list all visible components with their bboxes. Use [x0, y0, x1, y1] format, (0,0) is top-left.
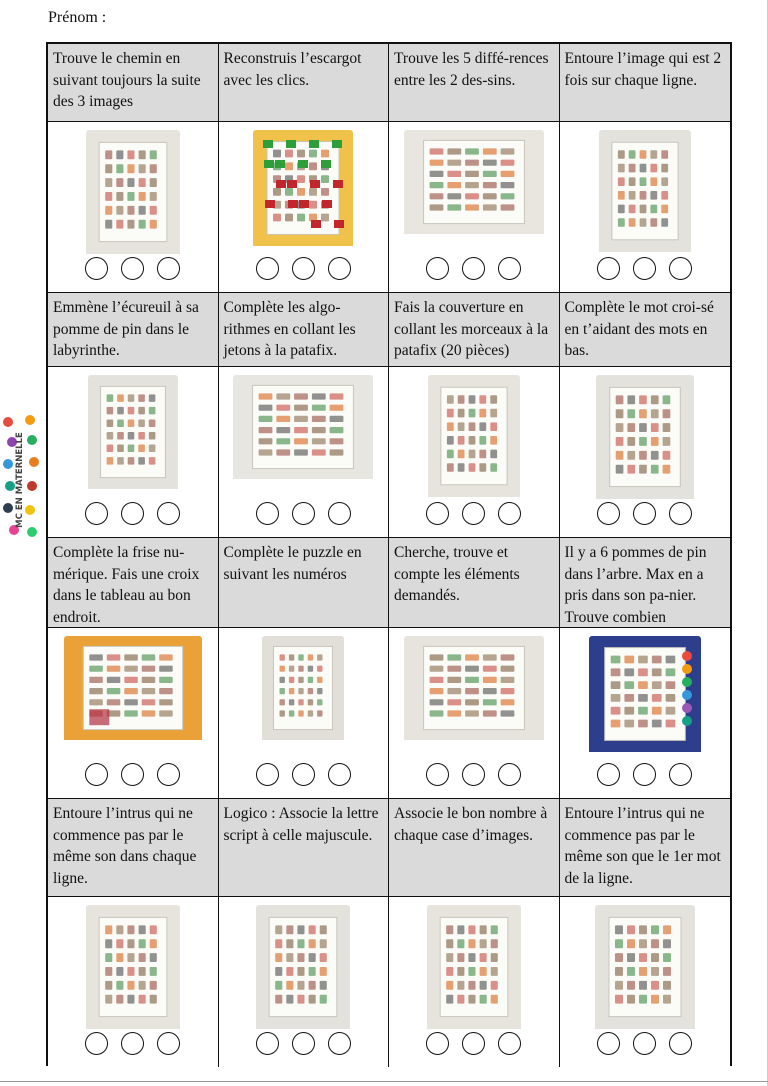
- evaluation-circle[interactable]: [498, 257, 521, 280]
- evaluation-circle[interactable]: [462, 257, 485, 280]
- evaluation-circles: [560, 502, 731, 525]
- evaluation-circle[interactable]: [669, 1032, 692, 1055]
- activity-photo-cell: [389, 628, 560, 799]
- activity-photo-cell: [219, 628, 390, 799]
- evaluation-circles: [219, 502, 389, 525]
- evaluation-circle[interactable]: [121, 763, 144, 786]
- numbered-puzzle-photo: [262, 636, 344, 745]
- clics-snail-photo: [253, 130, 353, 251]
- evaluation-circles: [389, 257, 559, 280]
- evaluation-circle[interactable]: [292, 763, 315, 786]
- evaluation-circles: [389, 502, 559, 525]
- evaluation-circle[interactable]: [256, 1032, 279, 1055]
- activity-instruction: Entoure l’image qui est 2 fois sur chaque ligne.: [560, 44, 731, 122]
- evaluation-circle[interactable]: [256, 502, 279, 525]
- spot-the-difference-photo: [404, 130, 544, 239]
- pine-cones-tray-photo: [589, 636, 701, 757]
- squirrel-labyrinth-photo: [88, 375, 178, 494]
- activity-instruction: Complète la frise nu-mérique. Fais une croix dans le tableau au bon endroit.: [48, 538, 219, 628]
- activity-instruction: Entoure l’intrus qui ne commence pas par le même son que le 1er mot de la ligne.: [560, 799, 731, 897]
- evaluation-circles: [389, 1032, 559, 1055]
- activity-instruction: Associe le bon nombre à chaque case d’images.: [389, 799, 560, 897]
- maze-sequence-worksheet-photo: [86, 130, 180, 259]
- evaluation-circle[interactable]: [256, 763, 279, 786]
- evaluation-circle[interactable]: [256, 257, 279, 280]
- evaluation-circle[interactable]: [121, 1032, 144, 1055]
- evaluation-circle[interactable]: [498, 1032, 521, 1055]
- activity-instruction: Trouve le chemin en suivant toujours la suite des 3 images: [48, 44, 219, 122]
- evaluation-circle[interactable]: [462, 502, 485, 525]
- activity-photo-cell: [560, 628, 731, 799]
- activity-photo-cell: [560, 367, 731, 538]
- activity-instruction: Emmène l’écureuil à sa pomme de pin dans le labyrinthe.: [48, 293, 219, 367]
- workshop-grid: [46, 42, 732, 1066]
- evaluation-circle[interactable]: [597, 257, 620, 280]
- evaluation-circles: [48, 502, 218, 525]
- activity-instruction: Complète les algo-rithmes en collant les jetons à la patafix.: [219, 293, 390, 367]
- search-and-count-photo: [404, 636, 544, 745]
- activity-photo-cell: [389, 367, 560, 538]
- evaluation-circle[interactable]: [426, 257, 449, 280]
- activity-instruction: Fais la couverture en collant les morceaux à la patafix (20 pièces): [389, 293, 560, 367]
- evaluation-circles: [560, 257, 731, 280]
- activity-photo-cell: [389, 122, 560, 293]
- activity-instruction: Logico : Associe la lettre script à celle majuscule.: [219, 799, 390, 897]
- evaluation-circles: [48, 257, 218, 280]
- book-cover-puzzle-photo: [428, 375, 520, 502]
- activity-photo-cell: [219, 897, 390, 1067]
- evaluation-circle[interactable]: [85, 763, 108, 786]
- evaluation-circle[interactable]: [669, 502, 692, 525]
- evaluation-circle[interactable]: [498, 502, 521, 525]
- evaluation-circle[interactable]: [669, 257, 692, 280]
- evaluation-circle[interactable]: [597, 763, 620, 786]
- evaluation-circle[interactable]: [498, 763, 521, 786]
- prenom-label: Prénom :: [48, 9, 107, 26]
- evaluation-circle[interactable]: [292, 257, 315, 280]
- mc-en-maternelle-logo: [0, 412, 44, 542]
- evaluation-circle[interactable]: [157, 257, 180, 280]
- evaluation-circle[interactable]: [157, 1032, 180, 1055]
- activity-photo-cell: [560, 897, 731, 1067]
- page-bottom-edge: [0, 1081, 768, 1082]
- evaluation-circle[interactable]: [633, 257, 656, 280]
- activity-photo-cell: [48, 628, 219, 799]
- evaluation-circle[interactable]: [462, 1032, 485, 1055]
- activity-photo-cell: [48, 897, 219, 1067]
- evaluation-circle[interactable]: [462, 763, 485, 786]
- evaluation-circle[interactable]: [85, 1032, 108, 1055]
- evaluation-circle[interactable]: [426, 1032, 449, 1055]
- evaluation-circle[interactable]: [85, 257, 108, 280]
- evaluation-circle[interactable]: [426, 763, 449, 786]
- activity-instruction: Il y a 6 pommes de pin dans l’arbre. Max en a pris dans son pa-nier. Trouve combien: [560, 538, 731, 628]
- evaluation-circle[interactable]: [157, 502, 180, 525]
- activity-photo-cell: [219, 122, 390, 293]
- crossword-photo: [596, 375, 694, 504]
- evaluation-circles: [560, 763, 731, 786]
- evaluation-circle[interactable]: [597, 502, 620, 525]
- evaluation-circle[interactable]: [597, 1032, 620, 1055]
- evaluation-circles: [48, 1032, 218, 1055]
- evaluation-circle[interactable]: [328, 1032, 351, 1055]
- activity-photo-cell: [48, 367, 219, 538]
- algorithm-strips-photo: [233, 375, 373, 484]
- evaluation-circle[interactable]: [121, 257, 144, 280]
- evaluation-circle[interactable]: [633, 763, 656, 786]
- evaluation-circles: [560, 1032, 731, 1055]
- evaluation-circles: [219, 257, 389, 280]
- evaluation-circles: [48, 763, 218, 786]
- activity-instruction: Trouve les 5 diffé-rences entre les 2 des-sins.: [389, 44, 560, 122]
- activity-instruction: Reconstruis l’escargot avec les clics.: [219, 44, 390, 122]
- evaluation-circle[interactable]: [328, 763, 351, 786]
- activity-photo-cell: [560, 122, 731, 293]
- activity-photo-cell: [48, 122, 219, 293]
- evaluation-circle[interactable]: [426, 502, 449, 525]
- activity-instruction: Complète le mot croi-sé en t’aidant des mots en bas.: [560, 293, 731, 367]
- logico-letters-photo: [256, 905, 350, 1034]
- logo-text: MC EN MATERNELLE: [15, 432, 25, 528]
- number-matching-photo: [427, 905, 521, 1034]
- evaluation-circle[interactable]: [328, 257, 351, 280]
- evaluation-circles: [219, 763, 389, 786]
- activity-instruction: Cherche, trouve et compte les éléments demandés.: [389, 538, 560, 628]
- activity-photo-cell: [389, 897, 560, 1067]
- evaluation-circle[interactable]: [121, 502, 144, 525]
- evaluation-circle[interactable]: [633, 502, 656, 525]
- evaluation-circle[interactable]: [669, 763, 692, 786]
- odd-sound-first-word-photo: [595, 905, 695, 1034]
- activity-photo-cell: [219, 367, 390, 538]
- evaluation-circle[interactable]: [633, 1032, 656, 1055]
- evaluation-circles: [389, 763, 559, 786]
- evaluation-circle[interactable]: [292, 1032, 315, 1055]
- activity-instruction: Entoure l’intrus qui ne commence pas par le même son dans chaque ligne.: [48, 799, 219, 897]
- number-line-grid-photo: [64, 636, 202, 745]
- evaluation-circle[interactable]: [157, 763, 180, 786]
- odd-sound-rows-photo: [86, 905, 180, 1034]
- evaluation-circles: [219, 1032, 389, 1055]
- evaluation-circle[interactable]: [328, 502, 351, 525]
- duplicate-image-grid-photo: [599, 130, 691, 257]
- evaluation-circle[interactable]: [85, 502, 108, 525]
- evaluation-circle[interactable]: [292, 502, 315, 525]
- activity-instruction: Complète le puzzle en suivant les numéros: [219, 538, 390, 628]
